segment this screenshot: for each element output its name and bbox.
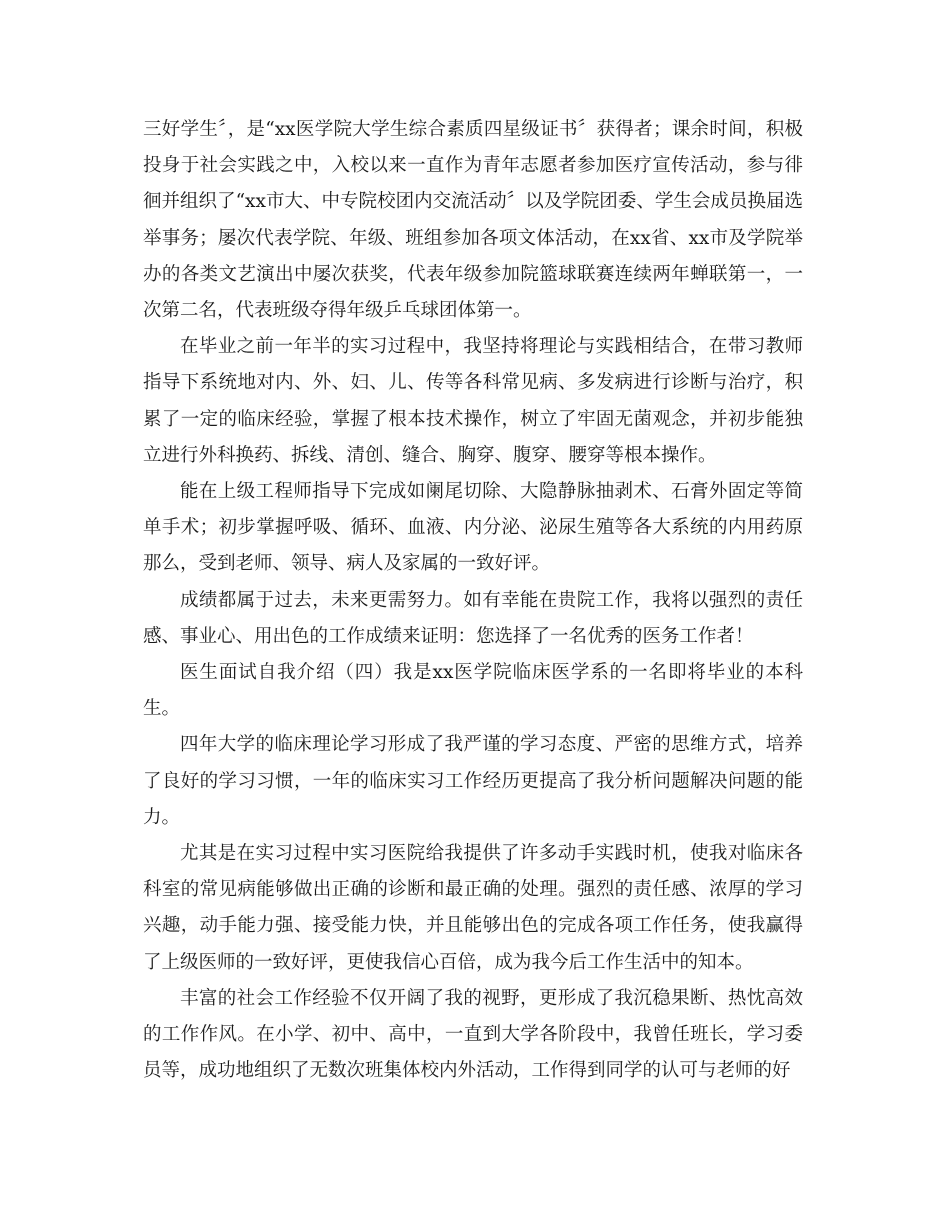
- paragraph-practice-opportunity: 尤其是在实习过程中实习医院给我提供了许多动手实践时机，使我对临床各科室的常见病能够做出正确的诊断和最正确的处理。强烈的责任感、浓厚的学习兴趣，动手能力强、接受能力快，并且能够出色的完成各项工作任务，使我赢得了上级医师的一致好评，更使我信心百倍，成为我今后工作生活中的知本。: [143, 843, 803, 973]
- paragraph-future: 成绩都属于过去，未来更需努力。如有幸能在贵院工作，我将以强烈的责任感、事业心、用出色的工作成绩来证明：您选择了一名优秀的医务工作者！: [143, 589, 803, 647]
- paragraph-intro-four: 医生面试自我介绍（四）我是xx医学院临床医学系的一名即将毕业的本科生。: [143, 662, 803, 720]
- paragraph-internship: 在毕业之前一年半的实习过程中，我坚持将理论与实践相结合，在带习教师指导下系统地对内、外、妇、儿、传等各科常见病、多发病进行诊断与治疗，积累了一定的临床经验，掌握了根本技术操作，树立了牢固无菌观念，并初步能独立进行外科换药、拆线、清创、缝合、胸穿、腹穿、腰穿等根本操作。: [143, 336, 803, 466]
- paragraph-theory-study: 四年大学的临床理论学习形成了我严谨的学习态度、严密的思维方式，培养了良好的学习习惯，一年的临床实习工作经历更提高了我分析问题解决问题的能力。: [143, 734, 803, 828]
- paragraph-continuation: 三好学生〞，是“xx医学院大学生综合素质四星级证书〞获得者；课余时间，积极投身于社会实践之中，入校以来一直作为青年志愿者参加医疗宣传活动，参与徘徊并组织了“xx市大、中专院校团内交流活动〞以及学院团委、学生会成员换届选举事务；屡次代表学院、年级、班组参加各项文体活动，在xx省、xx市及学院举办的各类文艺演出中屡次获奖，代表年级参加院篮球联赛连续两年蝉联第一，一次第二名，代表班级夺得年级乒乓球团体第一。: [143, 119, 803, 322]
- paragraph-social-experience: 丰富的社会工作经验不仅开阔了我的视野，更形成了我沉稳果断、热忱高效的工作作风。在小学、初中、高中，一直到大学各阶段中，我曾任班长，学习委员等，成功地组织了无数次班集体校内外活动，工作得到同学的认可与老师的好: [143, 987, 803, 1082]
- document-body: [143, 112, 803, 1089]
- paragraph-surgery-skills: 能在上级工程师指导下完成如阑尾切除、大隐静脉抽剥术、石膏外固定等简单手术；初步掌握呼吸、循环、血液、内分泌、泌尿生殖等各大系统的内用药原那么，受到老师、领导、病人及家属的一致好评。: [143, 481, 803, 575]
